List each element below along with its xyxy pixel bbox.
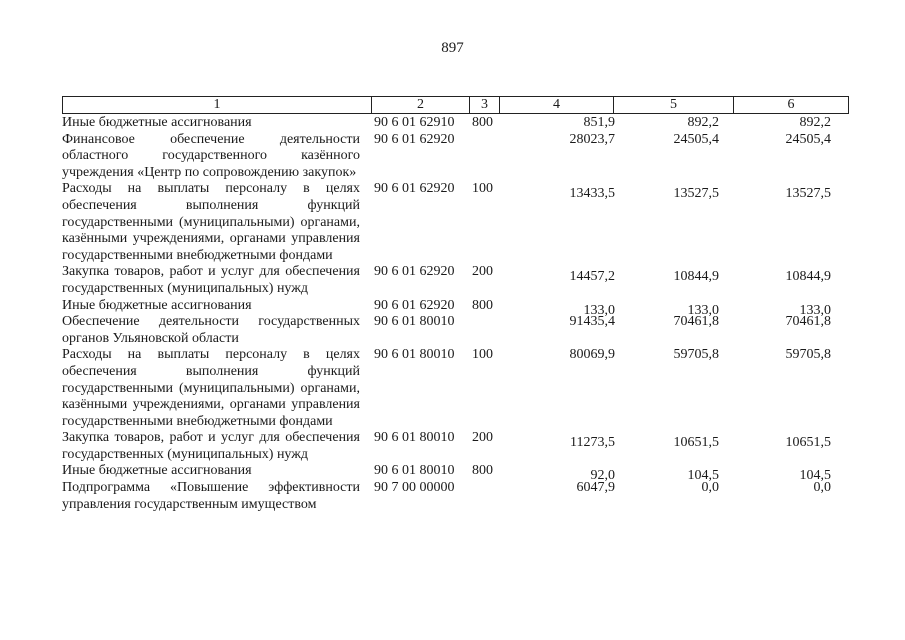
cell-value-col4: 11273,5 [570, 435, 615, 451]
cell-code: 90 6 01 62920 [374, 131, 455, 147]
cell-value-col6: 13527,5 [785, 186, 831, 202]
cell-code: 90 6 01 62920 [374, 297, 455, 313]
table-header [62, 96, 849, 114]
table-row [62, 181, 849, 264]
cell-value-col6: 0,0 [813, 480, 831, 496]
cell-value-col6: 10651,5 [785, 435, 831, 451]
cell-expense-type: 800 [472, 115, 493, 130]
cell-code: 90 6 01 80010 [374, 314, 455, 330]
cell-value-col5: 13527,5 [673, 186, 719, 202]
cell-value-col4: 80069,9 [569, 347, 615, 363]
cell-value-col5: 133,0 [687, 302, 719, 318]
header-col-5: 5 [614, 97, 734, 113]
table-row [62, 297, 849, 318]
header-col-2: 2 [372, 97, 470, 113]
cell-code: 90 6 01 62910 [374, 115, 455, 130]
header-col-6: 6 [787, 97, 795, 112]
cell-value-col5: 0,0 [701, 480, 719, 496]
cell-value-col6: 104,5 [799, 468, 831, 484]
cell-description: Финансовое обеспечение деятельности областного государственного казённого учреждения «Центр по сопровождению закупок» [62, 131, 360, 180]
cell-value-col6: 10844,9 [785, 269, 831, 285]
table-row [62, 132, 849, 182]
cell-expense-type: 200 [472, 264, 493, 280]
table-row [62, 480, 849, 513]
cell-description: Обеспечение деятельности государственных органов Ульяновской области [62, 314, 360, 346]
cell-description: Расходы на выплаты персоналу в целях обеспечения выполнения функций государственными (муниципальными) органами, казёнными учреждениями, органами управления государственными внебюджетными фондами [62, 347, 360, 429]
cell-value-col4: 28023,7 [569, 131, 615, 147]
cell-value-col6: 59705,8 [785, 347, 831, 363]
cell-code: 90 6 01 80010 [374, 463, 455, 479]
cell-value-col6: 892,2 [799, 115, 831, 130]
cell-code: 90 6 01 80010 [374, 430, 455, 446]
page-number: 897 [441, 40, 464, 56]
cell-value-col6: 133,0 [799, 302, 831, 318]
cell-value-col6: 24505,4 [785, 131, 831, 147]
cell-value-col5: 59705,8 [673, 347, 719, 363]
table-row [62, 115, 849, 132]
cell-value-col4: 91435,4 [569, 314, 615, 330]
cell-expense-type: 100 [472, 347, 493, 363]
cell-value-col5: 892,2 [687, 115, 719, 130]
cell-code: 90 6 01 62920 [374, 264, 455, 280]
table-row [62, 430, 849, 463]
header-col-4: 4 [500, 97, 614, 113]
cell-description: Закупка товаров, работ и услуг для обеспечения государственных (муниципальных) нужд [62, 430, 360, 462]
cell-code: 90 6 01 62920 [374, 181, 455, 197]
cell-description: Иные бюджетные ассигнования [62, 115, 252, 130]
cell-value-col5: 70461,8 [673, 314, 719, 330]
cell-description: Закупка товаров, работ и услуг для обеспечения государственных (муниципальных) нужд [62, 264, 360, 296]
cell-expense-type: 800 [472, 463, 493, 479]
cell-code: 90 6 01 80010 [374, 347, 455, 363]
header-col-1: 1 [63, 97, 372, 113]
cell-value-col5: 10651,5 [673, 435, 719, 451]
cell-value-col4: 6047,9 [576, 480, 615, 496]
cell-value-col4: 133,0 [583, 302, 615, 318]
cell-value-col6: 70461,8 [785, 314, 831, 330]
cell-value-col4: 92,0 [590, 468, 615, 484]
cell-expense-type: 100 [472, 181, 493, 197]
table-row [62, 264, 849, 297]
table-row [62, 314, 849, 347]
table-body [62, 115, 849, 513]
table-row [62, 463, 849, 484]
cell-expense-type: 200 [472, 430, 493, 446]
header-col-3: 3 [470, 97, 500, 113]
cell-description: Расходы на выплаты персоналу в целях обеспечения выполнения функций государственными (муниципальными) органами, казёнными учреждениями, органами управления государственными внебюджетными фондами [62, 181, 360, 263]
table-row [62, 347, 849, 430]
cell-description: Иные бюджетные ассигнования [62, 463, 252, 479]
cell-value-col5: 104,5 [687, 468, 719, 484]
cell-value-col4: 14457,2 [569, 269, 615, 285]
cell-code: 90 7 00 00000 [374, 480, 455, 496]
cell-expense-type: 800 [472, 297, 493, 313]
cell-value-col4: 13433,5 [569, 186, 615, 202]
cell-value-col4: 851,9 [583, 115, 615, 130]
cell-value-col5: 24505,4 [673, 131, 719, 147]
cell-value-col5: 10844,9 [673, 269, 719, 285]
cell-description: Подпрограмма «Повышение эффективности управления государственным имуществом [62, 480, 360, 512]
cell-description: Иные бюджетные ассигнования [62, 297, 252, 313]
